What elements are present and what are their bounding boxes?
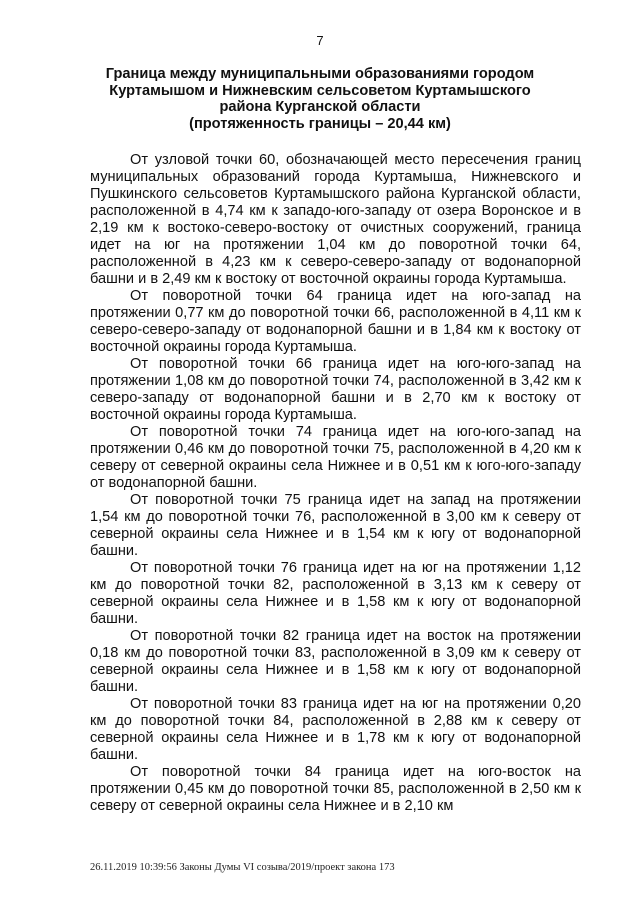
document-title (80, 66, 560, 132)
paragraph: От поворотной точки 76 граница идет на юг на протяжении 1,12 км до поворотной точки 82, расположенной в 3,13 км к северу от северной окраины села Нижнее и в 1,58 км к югу от водонапорной башни. (90, 560, 581, 627)
title-subtitle: (протяженность границы – 20,44 км) (189, 115, 451, 132)
document-body (90, 152, 581, 815)
paragraph: От поворотной точки 83 граница идет на юг на протяжении 0,20 км до поворотной точки 84, расположенной в 2,88 км к северу от северной окраины села Нижнее и в 1,78 км к югу от водонапорной башни. (90, 696, 581, 763)
paragraph: От поворотной точки 64 граница идет на юго-запад на протяжении 0,77 км до поворотной точки 66, расположенной в 4,11 км к северо-северо-западу от водонапорной башни и в 1,84 км к востоку от восточной окраины города Куртамыша. (90, 288, 581, 355)
paragraph: От поворотной точки 74 граница идет на юго-юго-запад на протяжении 0,46 км до поворотной точки 75, расположенной в 4,20 км к северу от северной окраины села Нижнее и в 0,51 км к юго-юго-западу от водонапорной башни. (90, 424, 581, 491)
paragraph: От поворотной точки 84 граница идет на юго-восток на протяжении 0,45 км до поворотной точки 85, расположенной в 2,50 км к северу от северной окраины села Нижнее и в 2,10 км (90, 764, 581, 814)
paragraph: От поворотной точки 82 граница идет на восток на протяжении 0,18 км до поворотной точки 83, расположенной в 3,09 км к северу от северной окраины села Нижнее и в 1,58 км к югу от водонапорной башни. (90, 628, 581, 695)
page-number: 7 (316, 33, 324, 48)
paragraph: От узловой точки 60, обозначающей место пересечения границ муниципальных образований города Куртамыша, Нижневского и Пушкинского сельсоветов Куртамышского района Курганской области, расположенной в 4,74 км к западо-юго-западу от озера Воронское и в 2,19 км к востоко-северо-востоку от очистных сооружений, граница идет на юг на протяжении 1,04 км до поворотной точки 64, расположенной в 4,23 км к северо-северо-западу от водонапорной башни и в 2,49 км к востоку от восточной окраины города Куртамыша. (90, 152, 581, 287)
paragraph: От поворотной точки 75 граница идет на запад на протяжении 1,54 км до поворотной точки 76, расположенной в 3,00 км к северу от северной окраины села Нижнее и в 1,54 км к югу от водонапорной башни. (90, 492, 581, 559)
footer-path: 26.11.2019 10:39:56 Законы Думы VI созыва/2019/проект закона 173 (90, 862, 395, 873)
paragraph: От поворотной точки 66 граница идет на юго-юго-запад на протяжении 1,08 км до поворотной точки 74, расположенной в 3,42 км к северо-западу от водонапорной башни и в 2,70 км к востоку от восточной окраины города Куртамыша. (90, 356, 581, 423)
title-line: Куртамышом и Нижневским сельсоветом Куртамышского (109, 82, 531, 99)
title-line: Граница между муниципальными образованиями городом (105, 66, 535, 82)
title-line: района Курганской области (219, 99, 421, 115)
